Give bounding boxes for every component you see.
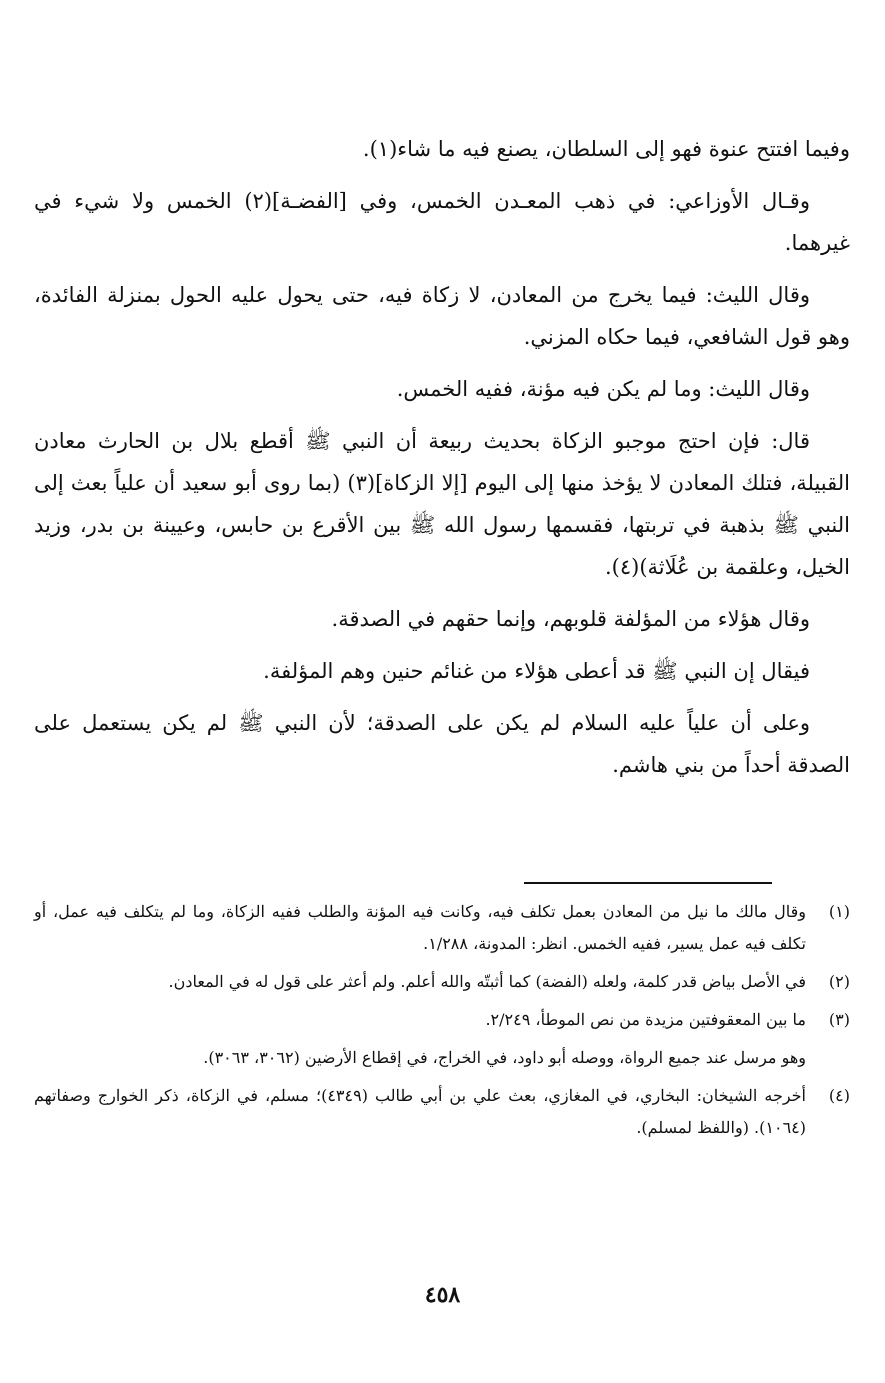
footnote-number: (٣) <box>828 1010 850 1029</box>
footnote-text: في الأصل بياض قدر كلمة، ولعله (الفضة) كما أثبتّه والله أعلم. ولم أعثر على قول له في المعادن. <box>168 972 806 991</box>
main-text-block <box>34 128 850 796</box>
footnote-3 <box>34 1004 850 1036</box>
footnote-1 <box>34 896 850 960</box>
footnote-2 <box>34 966 850 998</box>
paragraph-4: وقال الليث: وما لم يكن فيه مؤنة، ففيه الخمس. <box>396 377 810 401</box>
paragraph-6: وقال هؤلاء من المؤلفة قلوبهم، وإنما حقهم في الصدقة. <box>331 607 810 631</box>
paragraph-8: وعلى أن علياً عليه السلام لم يكن على الصدقة؛ لأن النبي ﷺ لم يكن يستعمل على الصدقة أحداً من بني هاشم. <box>34 711 850 777</box>
footnote-3-continuation: وهو مرسل عند جميع الرواة، ووصله أبو داود، في الخراج، في إقطاع الأرضين (٣٠٦٢، ٣٠٦٣). <box>203 1048 806 1067</box>
footnote-number: (١) <box>828 902 850 921</box>
footnote-text: ما بين المعقوفتين مزيدة من نص الموطأ، ٢/٢٤٩. <box>485 1010 806 1029</box>
paragraph-7: فيقال إن النبي ﷺ قد أعطى هؤلاء من غنائم حنين وهم المؤلفة. <box>263 659 810 683</box>
footnote-text: أخرجه الشيخان: البخاري، في المغازي، بعث علي بن أبي طالب (٤٣٤٩)؛ مسلم، في الزكاة، ذكر الخوارج وصفاتهم (١٠٦٤). (واللفظ لمسلم). <box>34 1086 807 1137</box>
footnote-number: (٤) <box>828 1086 850 1105</box>
footnote-divider <box>524 882 772 884</box>
footnote-number: (٢) <box>828 972 850 991</box>
page-number: ٤٥٨ <box>424 1282 461 1308</box>
paragraph-3: وقال الليث: فيما يخرج من المعادن، لا زكاة فيه، حتى يحول عليه الحول بمنزلة الفائدة، وهو قول الشافعي، فيما حكاه المزني. <box>34 283 850 349</box>
paragraph-1: وفيما افتتح عنوة فهو إلى السلطان، يصنع فيه ما شاء(١). <box>362 137 850 161</box>
paragraph-2: وقـال الأوزاعي: في ذهب المعـدن الخمس، وفي [الفضـة](٢) الخمس ولا شيء في غيرهما. <box>34 189 850 255</box>
paragraph-5: قال: فإن احتج موجبو الزكاة بحديث ربيعة أن النبي ﷺ أقطع بلال بن الحارث معادن القبيلة، فتلك المعادن لا يؤخذ منها إلى اليوم [إلا الزكاة](٣) (بما روى أبو سعيد أن علياً بعث إلى النبي ﷺ بذهبة في تربتها، فقسمها رسول الله ﷺ بين الأقرع بن حابس، وعيينة بن بدر، وزيد الخيل، وعلقمة بن عُلَاثة)(٤). <box>34 429 850 579</box>
footnote-4 <box>34 1080 850 1144</box>
footnote-text: وقال مالك ما نيل من المعادن بعمل تكلف فيه، وكانت فيه المؤنة والطلب ففيه الزكاة، وما لم يتكلف فيه عمل، أو تكلف فيه عمل يسير، ففيه الخمس. انظر: المدونة، ١/٢٨٨. <box>34 902 806 953</box>
footnotes-block <box>34 896 850 1150</box>
